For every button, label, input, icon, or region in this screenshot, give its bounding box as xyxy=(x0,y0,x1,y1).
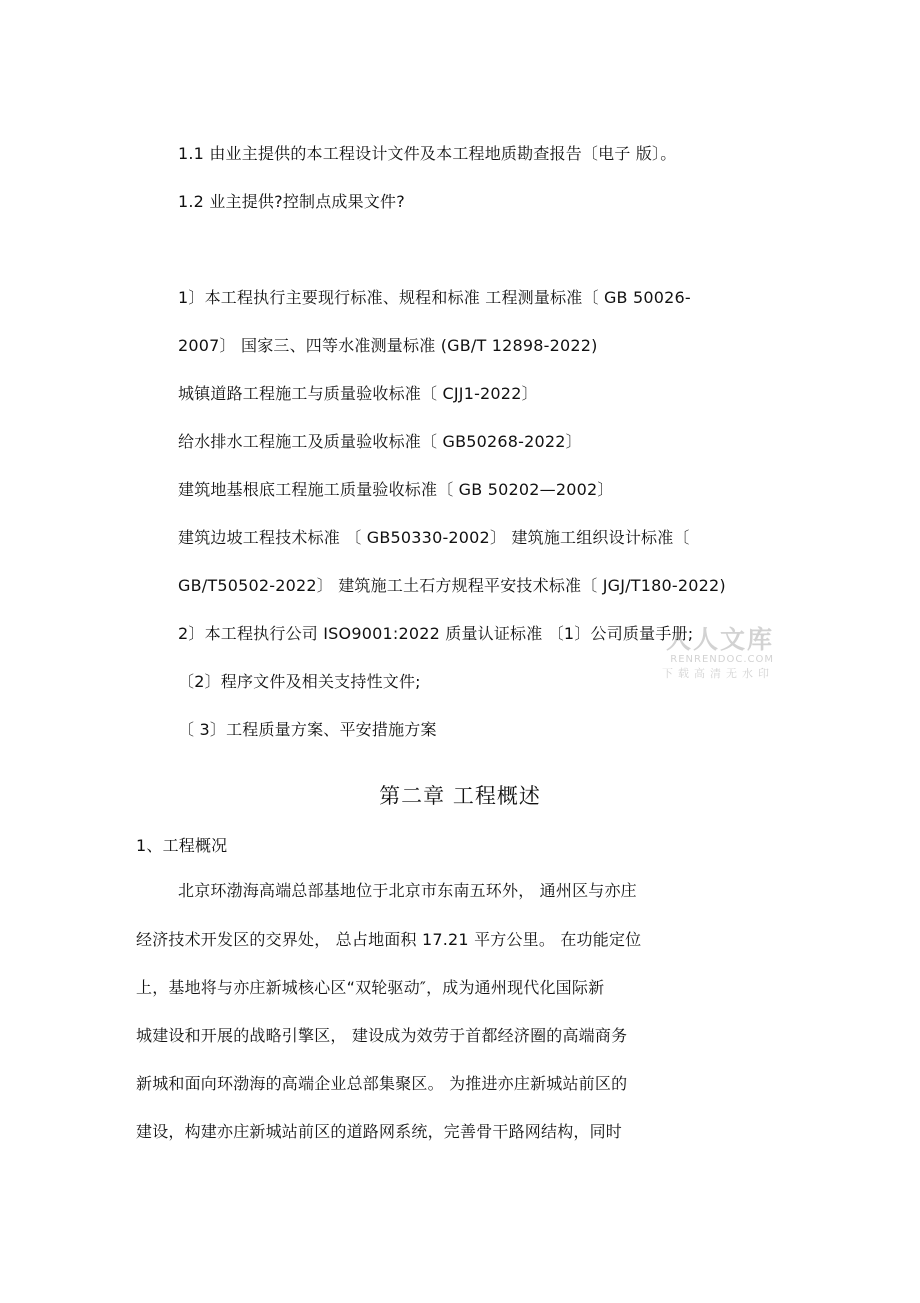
watermark-domain: RENRENDOC.COM xyxy=(670,654,774,665)
text-line: 1.1 由业主提供的本工程设计文件及本工程地质勘查报告〔电子 版〕。 xyxy=(178,144,677,163)
section-title: 1、工程概况 xyxy=(136,836,228,855)
text-line: 城镇道路工程施工与质量验收标准〔 CJJ1-2022〕 xyxy=(178,384,538,403)
paragraph-line: 经济技术开发区的交界处， 总占地面积 17.21 平方公里。 在功能定位 xyxy=(136,930,642,949)
text-line: 〔 3〕工程质量方案、平安措施方案 xyxy=(178,720,437,739)
paragraph-line: 北京环渤海高端总部基地位于北京市东南五环外， 通州区与亦庄 xyxy=(178,881,637,900)
chapter-title: 第二章 工程概述 xyxy=(379,784,541,808)
text-line: 1.2 业主提供?控制点成果文件? xyxy=(178,192,405,211)
text-line: 2007〕 国家三、四等水准测量标准 (GB/T 12898-2022) xyxy=(178,336,598,355)
text-line: 1〕本工程执行主要现行标准、规程和标准 工程测量标准〔 GB 50026- xyxy=(178,288,691,307)
text-line: 给水排水工程施工及质量验收标准〔 GB50268-2022〕 xyxy=(178,432,582,451)
text-line: 建筑地基根底工程施工质量验收标准〔 GB 50202—2002〕 xyxy=(178,480,614,499)
text-line: GB/T50502-2022〕 建筑施工土石方规程平安技术标准〔 JGJ/T180-2022) xyxy=(178,576,726,595)
paragraph-line: 建设，构建亦庄新城站前区的道路网系统，完善骨干路网结构，同时 xyxy=(136,1122,623,1141)
paragraph-line: 新城和面向环渤海的高端企业总部集聚区。 为推进亦庄新城站前区的 xyxy=(136,1074,628,1093)
paragraph-line: 上，基地将与亦庄新城核心区“双轮驱动″，成为通州现代化国际新 xyxy=(136,978,605,997)
text-line: 建筑边坡工程技术标准 〔 GB50330-2002〕 建筑施工组织设计标准〔 xyxy=(178,528,690,547)
paragraph-line: 城建设和开展的战略引擎区， 建设成为效劳于首都经济圈的高端商务 xyxy=(136,1026,628,1045)
text-line: 2〕本工程执行公司 ISO9001:2022 质量认证标准 〔1〕公司质量手册; xyxy=(178,624,694,643)
watermark-subtitle: 下载高清无水印 xyxy=(662,667,774,680)
watermark-title: 人人文库 xyxy=(665,625,774,654)
text-line: 〔2〕程序文件及相关支持性文件; xyxy=(178,672,421,691)
